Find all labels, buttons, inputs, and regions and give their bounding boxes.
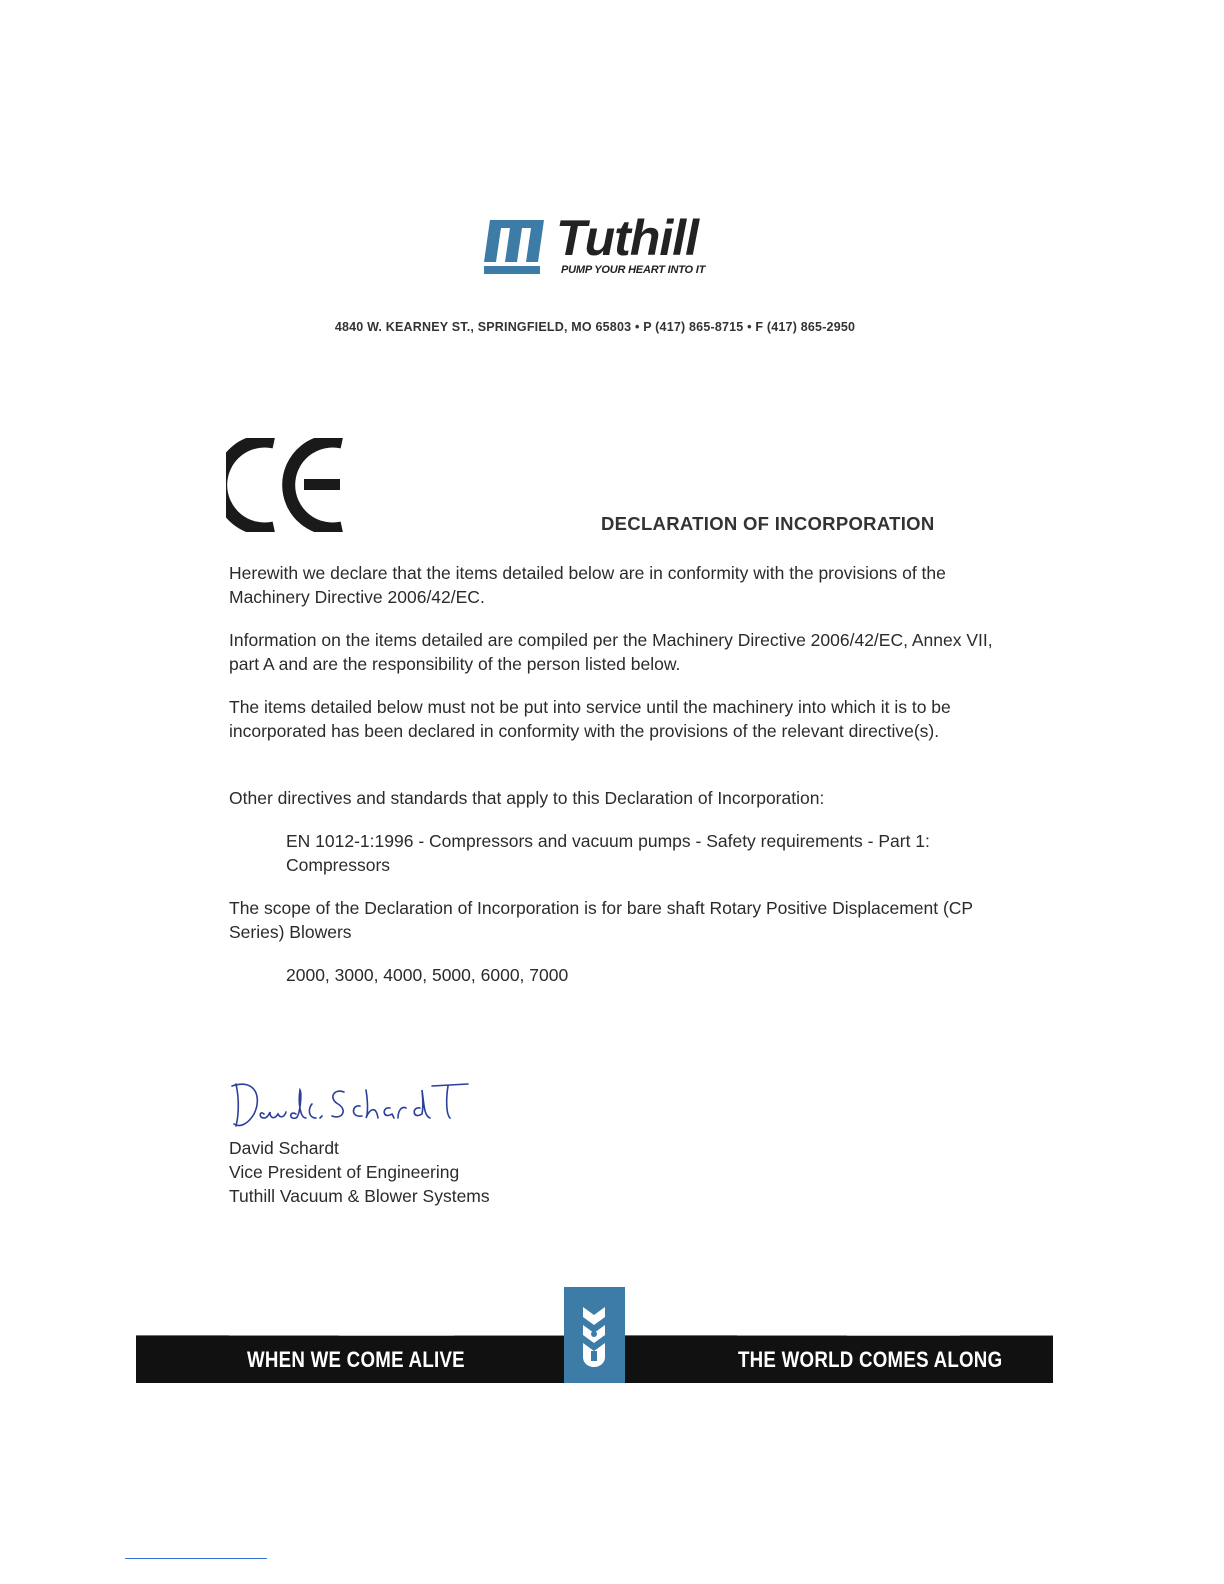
slogan-left: WHEN WE COME ALIVE <box>247 1347 465 1372</box>
model-list: 2000, 3000, 4000, 5000, 6000, 7000 <box>286 965 569 985</box>
paragraph-conformity: Herewith we declare that the items detailed below are in conformity with the provisions of the Machinery Directive 2006/42/EC. <box>229 563 946 607</box>
brand-tagline: PUMP YOUR HEART INTO IT <box>561 264 706 276</box>
signer-company: Tuthill Vacuum & Blower Systems <box>229 1186 490 1206</box>
handwritten-signature <box>226 1074 476 1136</box>
paragraph-service-restriction: The items detailed below must not be put into service until the machinery into which it is to be incorporated has been declared in conformity with the provisions of the relevant directive(s). <box>229 697 951 741</box>
standard-reference: EN 1012-1:1996 - Compressors and vacuum pumps - Safety requirements - Part 1: Compressors <box>286 831 930 875</box>
signer-name: David Schardt <box>229 1138 339 1158</box>
signer-title: Vice President of Engineering <box>229 1162 460 1182</box>
banner-color-stripe-right <box>625 1329 1053 1336</box>
tuthill-logo-icon <box>484 220 544 276</box>
footnote-divider <box>125 1558 267 1559</box>
slogan-right: THE WORLD COMES ALONG <box>738 1347 1003 1372</box>
ce-mark-icon <box>226 438 348 532</box>
paragraph-scope: The scope of the Declaration of Incorporation is for bare shaft Rotary Positive Displacement (CP Series) Blowers <box>229 898 973 942</box>
banner-color-stripe-left <box>136 1329 564 1336</box>
chevron-emblem-icon <box>564 1287 625 1383</box>
company-address: 4840 W. KEARNEY ST., SPRINGFIELD, MO 65803 • P (417) 865-8715 • F (417) 865-2950 <box>334 320 856 334</box>
paragraph-information: Information on the items detailed are compiled per the Machinery Directive 2006/42/EC, Annex VII, part A and are the responsibility of the person listed below. <box>229 630 993 674</box>
brand-name: Tuthill <box>556 210 699 266</box>
document-title: DECLARATION OF INCORPORATION <box>601 513 935 534</box>
paragraph-other-directives: Other directives and standards that apply to this Declaration of Incorporation: <box>229 788 825 808</box>
